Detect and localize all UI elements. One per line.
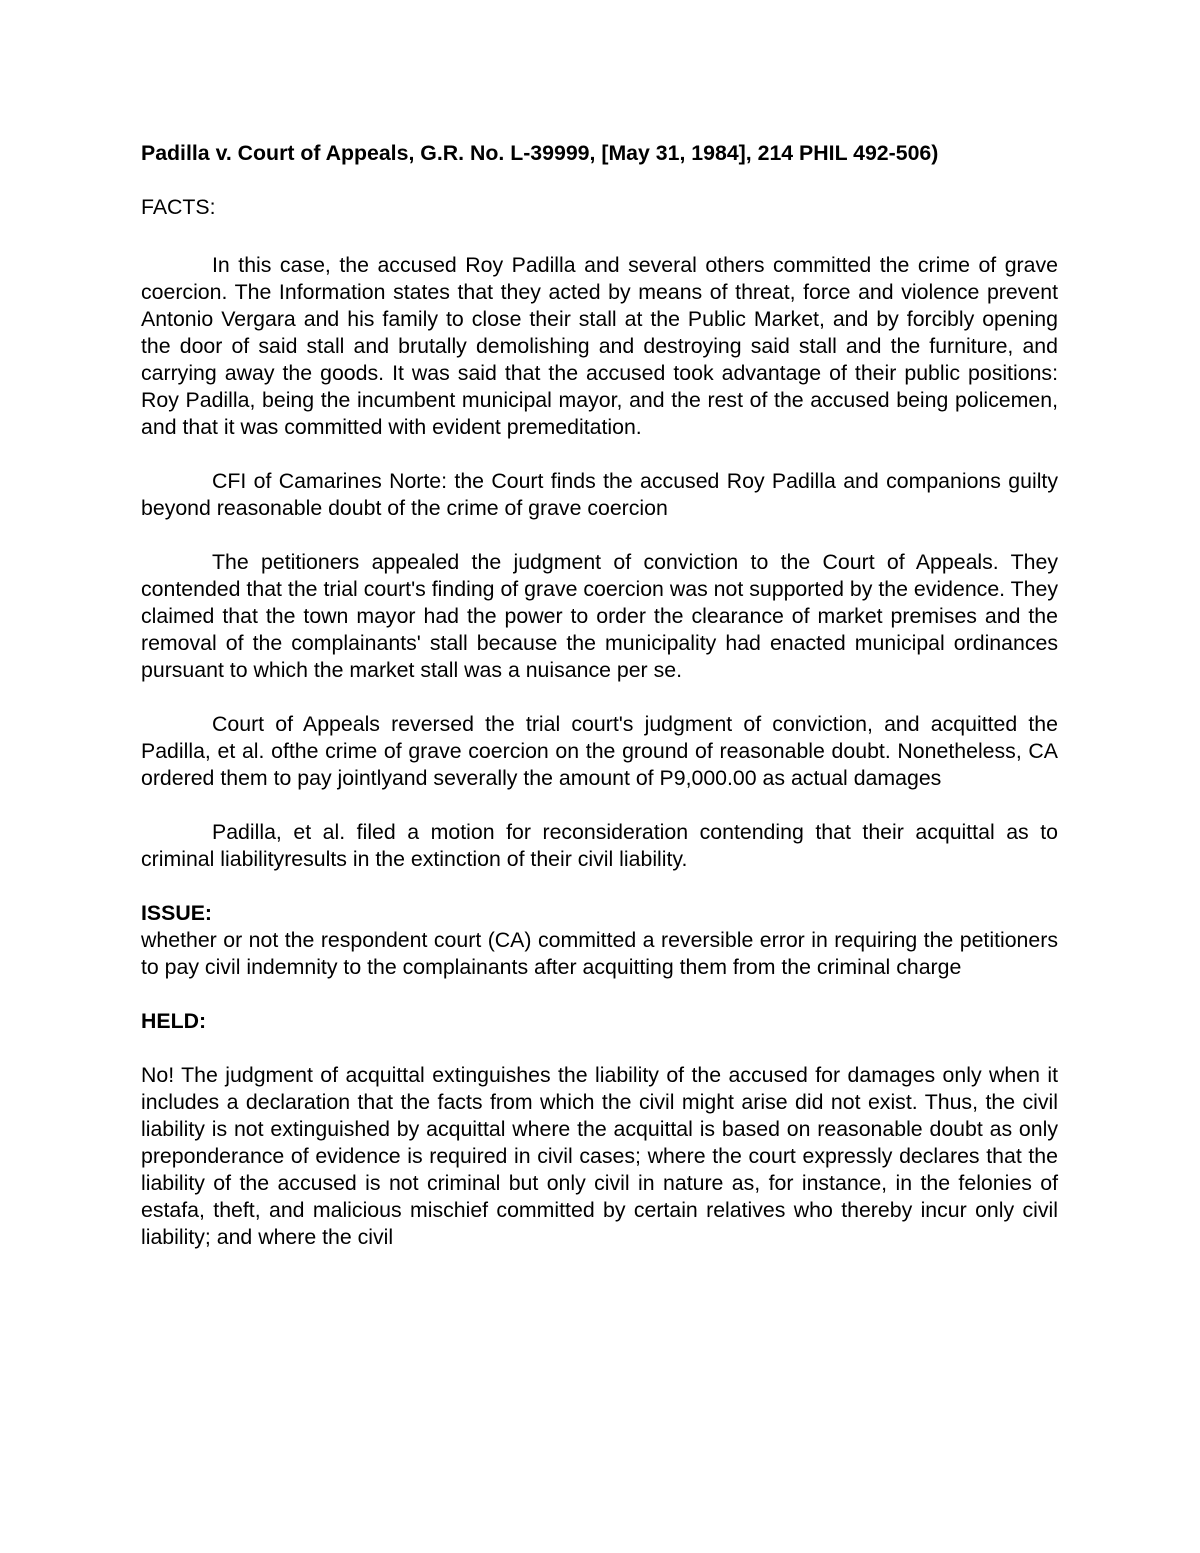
facts-label: FACTS: <box>141 195 216 219</box>
spacer <box>141 167 1058 194</box>
facts-paragraph-5: Padilla, et al. filed a motion for reconsideration contending that their acquittal as to criminal liabilityresults in the extinction of their civil liability. <box>141 820 1058 871</box>
held-label: HELD: <box>141 1009 207 1033</box>
facts-paragraph-1: In this case, the accused Roy Padilla and several others committed the crime of grave coercion. The Information states that they acted by means of threat, force and violence prevent Antonio Vergara and his family to close their stall at the Public Market, and by forcibly opening the door of said stall and brutally demolishing and destroying said stall and the furniture, and carrying away the goods. It was said that the accused took advantage of their public positions: Roy Padilla, being the incumbent municipal mayor, and the rest of the accused being policemen, and that it was committed with evident premeditation. <box>141 253 1058 439</box>
facts-paragraph-4: Court of Appeals reversed the trial court's judgment of conviction, and acquitted the Padilla, et al. ofthe crime of grave coercion on the ground of reasonable doubt. Nonetheless, CA ordered them to pay jointlyand severally the amount of P9,000.00 as actual damages <box>141 712 1058 790</box>
spacer <box>141 792 1058 819</box>
spacer <box>141 441 1058 468</box>
spacer <box>141 221 1058 252</box>
spacer <box>141 684 1058 711</box>
spacer <box>141 522 1058 549</box>
issue-label: ISSUE: <box>141 901 213 925</box>
document-page <box>141 140 1058 1251</box>
spacer <box>141 1035 1058 1062</box>
spacer <box>141 873 1058 900</box>
spacer <box>141 981 1058 1008</box>
issue-text: whether or not the respondent court (CA) committed a reversible error in requiring the petitioners to pay civil indemnity to the complainants after acquitting them from the criminal charge <box>141 928 1058 979</box>
facts-paragraph-2: CFI of Camarines Norte: the Court finds the accused Roy Padilla and companions guilty beyond reasonable doubt of the crime of grave coercion <box>141 469 1058 520</box>
facts-paragraph-3: The petitioners appealed the judgment of conviction to the Court of Appeals. They contended that the trial court's finding of grave coercion was not supported by the evidence. They claimed that the town mayor had the power to order the clearance of market premises and the removal of the complainants' stall because the municipality had enacted municipal ordinances pursuant to which the market stall was a nuisance per se. <box>141 550 1058 682</box>
held-text: No! The judgment of acquittal extinguishes the liability of the accused for damages only when it includes a declaration that the facts from which the civil might arise did not exist. Thus, the civil liability is not extinguished by acquittal where the acquittal is based on reasonable doubt as only preponderance of evidence is required in civil cases; where the court expressly declares that the liability of the accused is not criminal but only civil in nature as, for instance, in the felonies of estafa, theft, and malicious mischief committed by certain relatives who thereby incur only civil liability; and where the civil <box>141 1063 1058 1249</box>
case-title: Padilla v. Court of Appeals, G.R. No. L-39999, [May 31, 1984], 214 PHIL 492-506) <box>141 141 939 165</box>
